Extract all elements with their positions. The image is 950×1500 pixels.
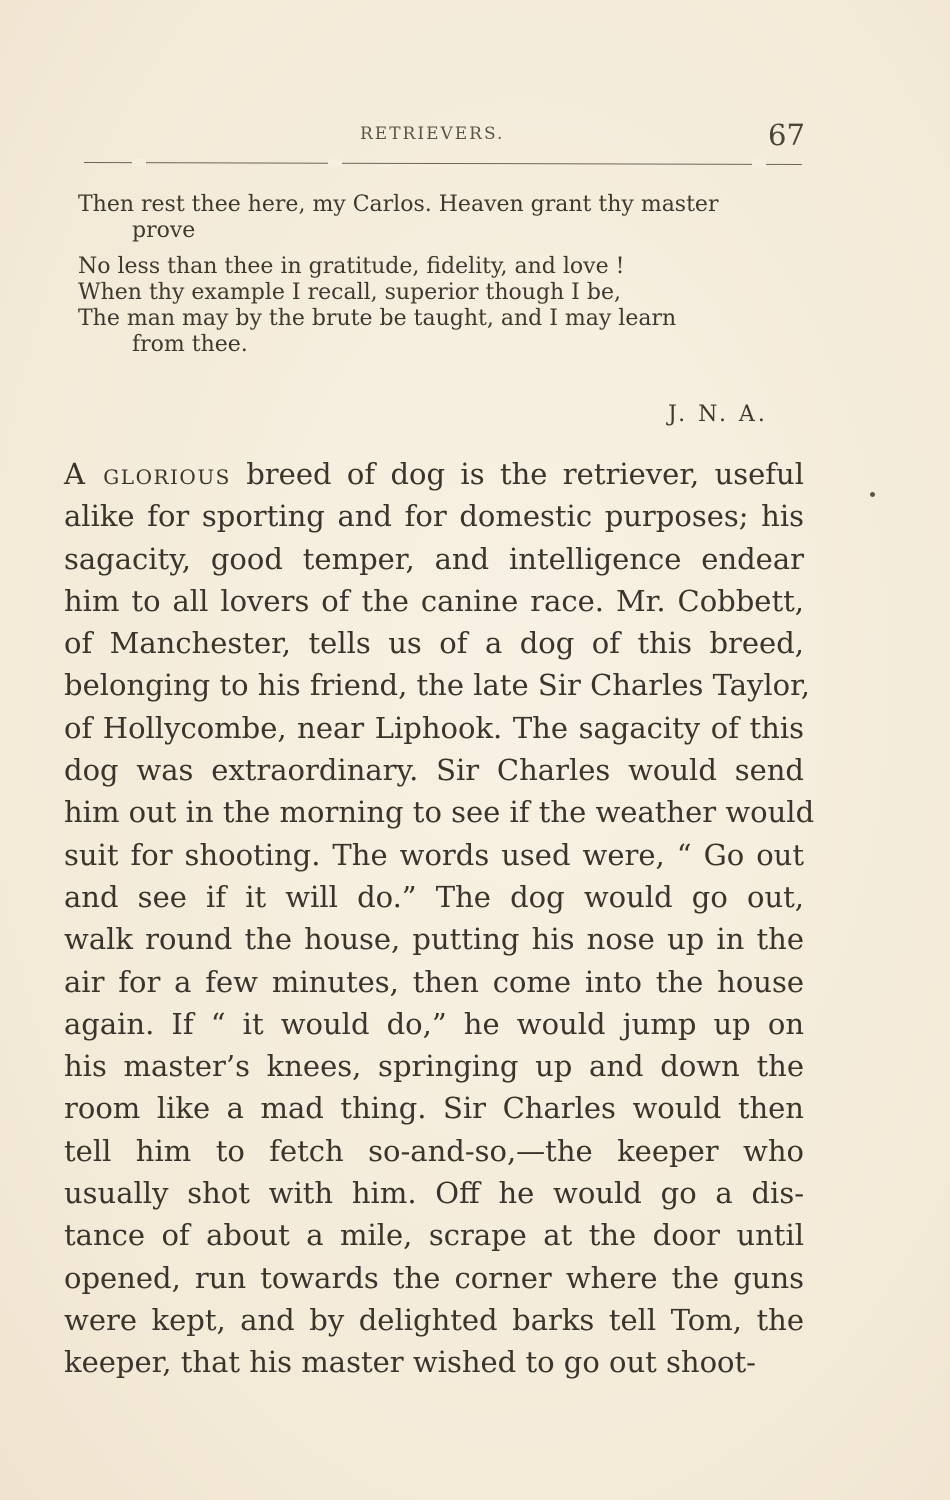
paragraph-line: [64, 453, 804, 495]
poem-line: prove: [132, 218, 196, 243]
poem-signature: J. N. A.: [668, 402, 768, 427]
paragraph-line: walk round the house, putting his nose up in the: [64, 922, 804, 957]
poem-line: When thy example I recall, superior though I be,: [78, 280, 621, 305]
header-rule: [84, 162, 802, 165]
poem-line: No less than thee in gratitude, fidelity, and love !: [78, 254, 625, 279]
rule-gap: [328, 159, 342, 167]
paragraph-line: again. If “ it would do,” he would jump up on: [64, 1006, 804, 1041]
paragraph-line: sagacity, good temper, and intelligence endear: [64, 541, 804, 576]
paragraph-line: and see if it will do.” The dog would go out,: [64, 879, 804, 914]
paragraph-line: of Manchester, tells us of a dog of this breed,: [64, 626, 804, 661]
paragraph-line: of Hollycombe, near Liphook. The sagacity of this: [64, 710, 804, 745]
poem-line: The man may by the brute be taught, and I may learn: [78, 306, 677, 331]
paragraph-line: his master’s knees, springing up and down the: [64, 1049, 804, 1084]
rule-gap: [132, 159, 146, 167]
paragraph-line: belonging to his friend, the late Sir Charles Taylor,: [64, 668, 811, 703]
paragraph-line: tell him to fetch so-and-so,—the keeper who: [64, 1133, 804, 1168]
paragraph-line: keeper, that his master wished to go out shoot-: [64, 1345, 756, 1380]
poem-line: from thee.: [132, 332, 248, 357]
page-number: 67: [768, 118, 805, 152]
poem-line: Then rest thee here, my Carlos. Heaven grant thy master: [78, 192, 719, 217]
paragraph-line: usually shot with him. Off he would go a dis-: [64, 1176, 804, 1211]
paragraph-line: him out in the morning to see if the weather would: [64, 795, 815, 830]
running-head: [0, 118, 950, 158]
running-title: RETRIEVERS.: [360, 124, 505, 144]
paragraph-line-text: breed of dog is the retriever, useful: [230, 457, 804, 491]
poem-stanza: [78, 192, 818, 358]
paragraph-line: suit for shooting. The words used were, “ Go out: [64, 837, 804, 872]
paragraph-line: dog was extraordinary. Sir Charles would send: [64, 753, 804, 788]
paragraph-line: room like a mad thing. Sir Charles would then: [64, 1091, 804, 1126]
paragraph-line: air for a few minutes, then come into the house: [64, 964, 804, 999]
ink-speck: [870, 492, 875, 497]
paragraph-line: alike for sporting and for domestic purposes; his: [64, 499, 804, 534]
paragraph-line: him to all lovers of the canine race. Mr. Cobbett,: [64, 583, 804, 618]
paragraph-line: were kept, and by delighted barks tell Tom, the: [64, 1302, 804, 1337]
paragraph-line: tance of about a mile, scrape at the door until: [64, 1218, 804, 1253]
paragraph-opening-words: A glorious: [64, 457, 231, 491]
rule-gap: [752, 159, 766, 167]
paragraph-line: opened, run towards the corner where the guns: [64, 1260, 804, 1295]
body-paragraph: [64, 453, 815, 1384]
